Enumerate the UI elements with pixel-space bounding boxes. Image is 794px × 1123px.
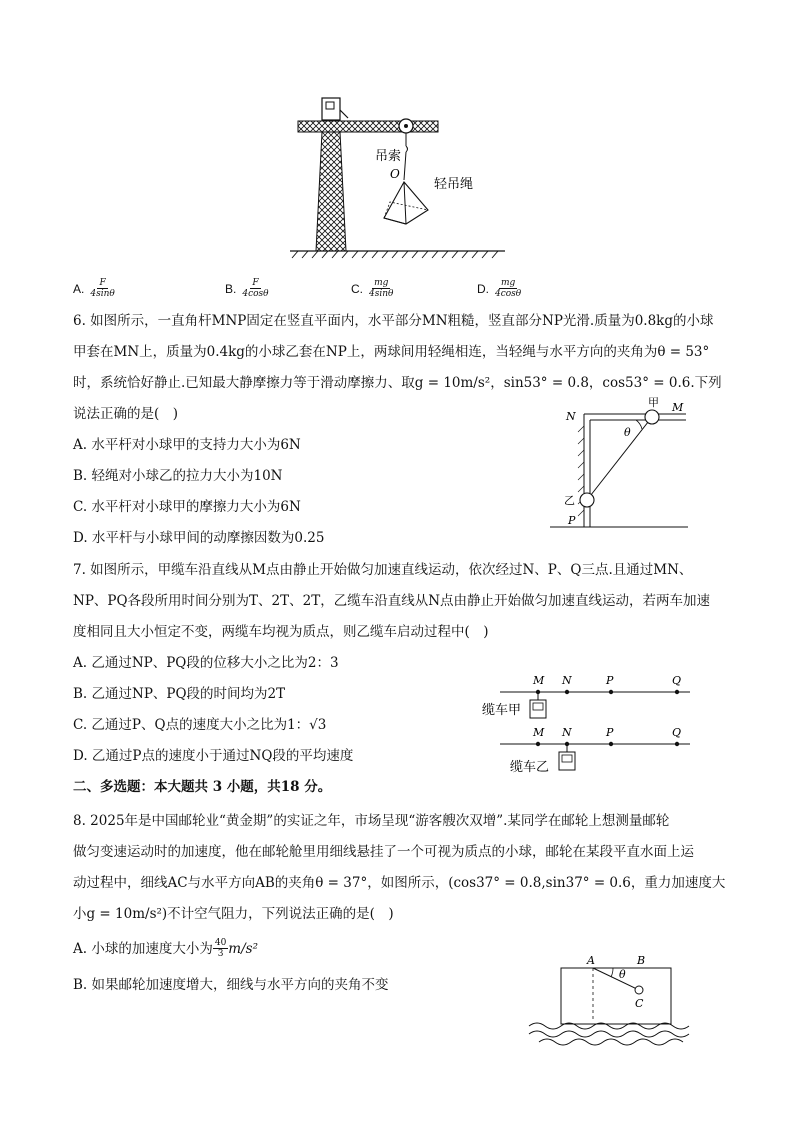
q7-stem-line-3: 度相同且大小恒定不变，两缆车均视为质点，则乙缆车启动过程中( ): [73, 624, 489, 640]
q5-option-b-num: F: [252, 278, 259, 288]
q7-fig-M1: M: [533, 674, 545, 687]
q8-fig-B: B: [637, 954, 646, 967]
q6-option-d[interactable]: D. 水平杆与小球甲间的动摩擦因数为0.25: [73, 530, 325, 546]
q7-option-b[interactable]: B. 乙通过NP、PQ段的时间均为2T: [73, 686, 286, 702]
q5-option-b[interactable]: [225, 278, 271, 299]
q7-fig-M2: M: [533, 726, 545, 739]
q5-options: [73, 278, 533, 302]
q8-stem-line-4: 小g = 10m/s²)不计空气阻力，下列说法正确的是( ): [73, 906, 394, 922]
q7-fig-P1: P: [606, 674, 614, 687]
crane-label-point: O: [390, 167, 400, 181]
q5-option-c-den: 4sinθ: [369, 289, 394, 299]
q6-fig-yi: 乙: [564, 494, 575, 507]
crane-label-hook: 吊索: [375, 149, 402, 164]
q8-option-b[interactable]: B. 如果邮轮加速度增大，细线与水平方向的夹角不变: [73, 977, 389, 993]
crane-label-rope: 轻吊绳: [434, 177, 474, 192]
q8-fig-C: C: [635, 997, 644, 1010]
q8-option-a-num: 40: [214, 938, 227, 948]
q6-fig-N: N: [566, 410, 576, 423]
q5-option-c[interactable]: [351, 278, 395, 299]
q5-option-d[interactable]: [477, 278, 523, 299]
q7-fig-P2: P: [606, 726, 614, 739]
q5-option-a[interactable]: [73, 278, 117, 299]
q5-option-c-num: mg: [374, 278, 389, 288]
crane-figure: [280, 90, 520, 265]
q5-option-a-letter: A.: [73, 281, 85, 296]
q8-option-a-frac: [213, 938, 228, 959]
q7-stem-line-1: 7. 如图所示，甲缆车沿直线从M点由静止开始做匀加速直线运动，依次经过N、P、Q三点.且通过MN、: [73, 562, 693, 578]
q7-option-a[interactable]: A. 乙通过NP、PQ段的位移大小之比为2：3: [73, 655, 339, 671]
q8-figure: [525, 952, 705, 1044]
q6-stem-line-1: 6. 如图所示，一直角杆MNP固定在竖直平面内，水平部分MN粗糙，竖直部分NP光滑.质量为0.8kg的小球: [73, 313, 714, 329]
q7-fig-car-yi: 缆车乙: [510, 760, 550, 775]
q5-option-c-letter: C.: [351, 281, 363, 296]
q7-fig-N1: N: [562, 674, 572, 687]
q8-fig-A: A: [587, 954, 595, 967]
q6-option-c[interactable]: C. 水平杆对小球甲的摩擦力大小为6N: [73, 499, 301, 515]
q7-fig-N2: N: [562, 726, 572, 739]
q6-option-b[interactable]: B. 轻绳对小球乙的拉力大小为10N: [73, 468, 283, 484]
q5-option-a-den: 4sinθ: [90, 289, 115, 299]
q7-option-d[interactable]: D. 乙通过P点的速度小于通过NQ段的平均速度: [73, 748, 354, 764]
q8-stem-line-1: 8. 2025年是中国邮轮业“黄金期”的实证之年，市场呈现“游客艘次双增”.某同学在邮轮上想测量邮轮: [73, 813, 670, 829]
q5-option-b-frac: [240, 278, 270, 299]
q5-option-b-den: 4cosθ: [242, 289, 269, 299]
q7-option-c[interactable]: C. 乙通过P、Q点的速度大小之比为1：√3: [73, 717, 327, 733]
q7-fig-car-jia: 缆车甲: [482, 703, 522, 718]
q8-fig-theta: θ: [619, 968, 626, 981]
q6-fig-P: P: [568, 514, 576, 527]
section-2-heading: 二、多选题：本大题共 3 小题，共18 分。: [73, 779, 332, 795]
q6-stem-line-3: 时，系统恰好静止.已知最大静摩擦力等于滑动摩擦力、取g = 10m/s²，sin53° = 0.8，cos53° = 0.6.下列: [73, 375, 722, 391]
q5-option-d-frac: [493, 278, 523, 299]
q5-option-d-letter: D.: [477, 281, 489, 296]
q5-option-d-den: 4cosθ: [495, 289, 522, 299]
q6-fig-jia: 甲: [648, 396, 659, 409]
q5-option-d-num: mg: [500, 278, 516, 288]
q7-stem-line-2: NP、PQ各段所用时间分别为T、2T、2T，乙缆车沿直线从N点由静止开始做匀加速直线运动，若两车加速: [73, 593, 711, 609]
q8-stem-line-3: 动过程中，细线AC与水平方向AB的夹角θ = 37°，如图所示，(cos37° = 0.8,sin37° = 0.6，重力加速度大: [73, 875, 726, 891]
q5-option-a-frac: [88, 278, 116, 299]
q7-figure: [478, 670, 698, 782]
q6-figure: [548, 392, 698, 532]
q6-stem-line-2: 甲套在MN上，质量为0.4kg的小球乙套在NP上，两球间用轻绳相连，当轻绳与水平方向的夹角为θ = 53°: [73, 344, 710, 360]
q8-option-a-den: 3: [217, 949, 224, 959]
q6-option-a[interactable]: A. 水平杆对小球甲的支持力大小为6N: [73, 437, 301, 453]
q8-option-a[interactable]: [73, 938, 258, 959]
q8-option-a-unit: m/s²: [228, 940, 258, 957]
q5-option-b-letter: B.: [225, 281, 237, 296]
q5-option-a-num: F: [99, 278, 106, 288]
q8-option-a-text: A. 小球的加速度大小为: [73, 940, 213, 957]
q6-fig-theta: θ: [624, 426, 631, 439]
q5-option-c-frac: [367, 278, 395, 299]
q7-fig-Q1: Q: [672, 674, 682, 687]
q7-fig-Q2: Q: [672, 726, 682, 739]
q6-fig-M: M: [672, 401, 684, 414]
q8-stem-line-2: 做匀变速运动时的加速度，他在邮轮舱里用细线悬挂了一个可视为质点的小球，邮轮在某段平直水面上运: [73, 844, 694, 860]
q6-stem-line-4: 说法正确的是( ): [73, 406, 179, 422]
